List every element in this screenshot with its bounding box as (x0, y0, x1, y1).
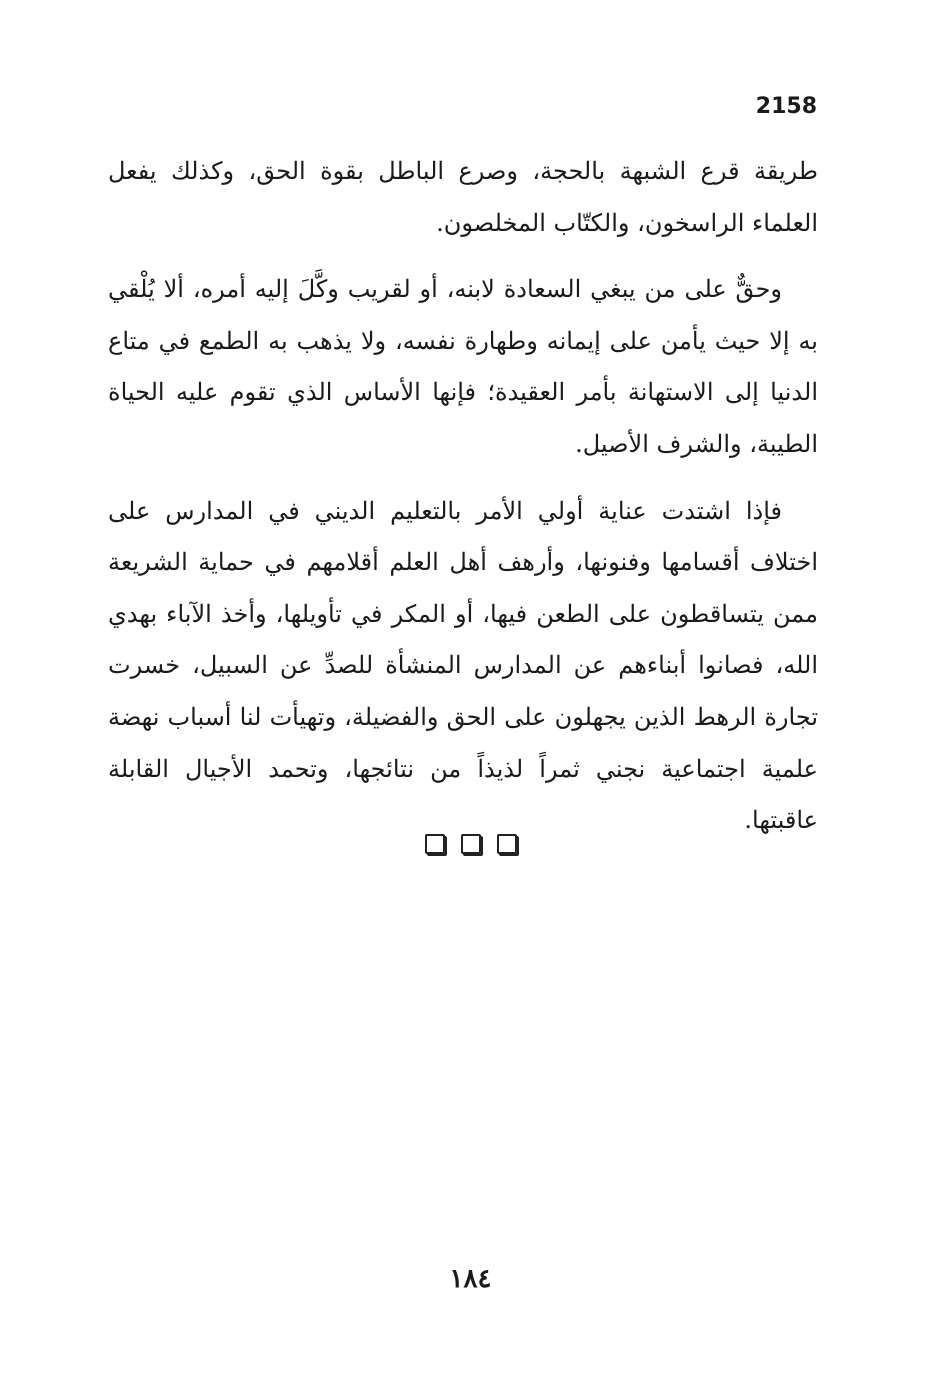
page-number-top: 2158 (755, 94, 817, 119)
square-ornament-icon (461, 834, 481, 854)
paragraph-3: فإذا اشتدت عناية أولي الأمر بالتعليم الديني في المدارس على اختلاف أقسامها وفنونها، وأرهف أهل العلم أقلامهم في حماية الشريعة ممن يتساقطون على الطعن فيها، أو المكر في تأويلها، وأخذ الآباء بهدي الله، فصانوا أبناءهم عن المدارس المنشأة للصدِّ عن السبيل، خسرت تجارة الرهط الذين يجهلون على الحق والفضيلة، وتهيأت لنا أسباب نهضة علمية اجتماعية نجني ثمراً لذيذاً من نتائجها، وتحمد الأجيال القابلة عاقبتها. (108, 496, 818, 835)
page-number-bottom: ١٨٤ (449, 1264, 492, 1294)
paragraph-2: وحقٌّ على من يبغي السعادة لابنه، أو لقريب وكَّلَ إليه أمره، ألا يُلْقي به إلا حيث يأمن على إيمانه وطهارة نفسه، ولا يذهب به الطمع في متاع الدنيا إلى الاستهانة بأمر العقيدة؛ فإنها الأساس الذي تقوم عليه الحياة الطيبة، والشرف الأصيل. (108, 275, 818, 458)
square-ornament-icon (425, 834, 445, 854)
section-divider (0, 834, 941, 854)
paragraph-1: طريقة قرع الشبهة بالحجة، وصرع الباطل بقوة الحق، وكذلك يفعل العلماء الراسخون، والكتّاب المخلصون. (108, 157, 818, 237)
square-ornament-icon (497, 834, 517, 854)
body-text (108, 146, 818, 862)
